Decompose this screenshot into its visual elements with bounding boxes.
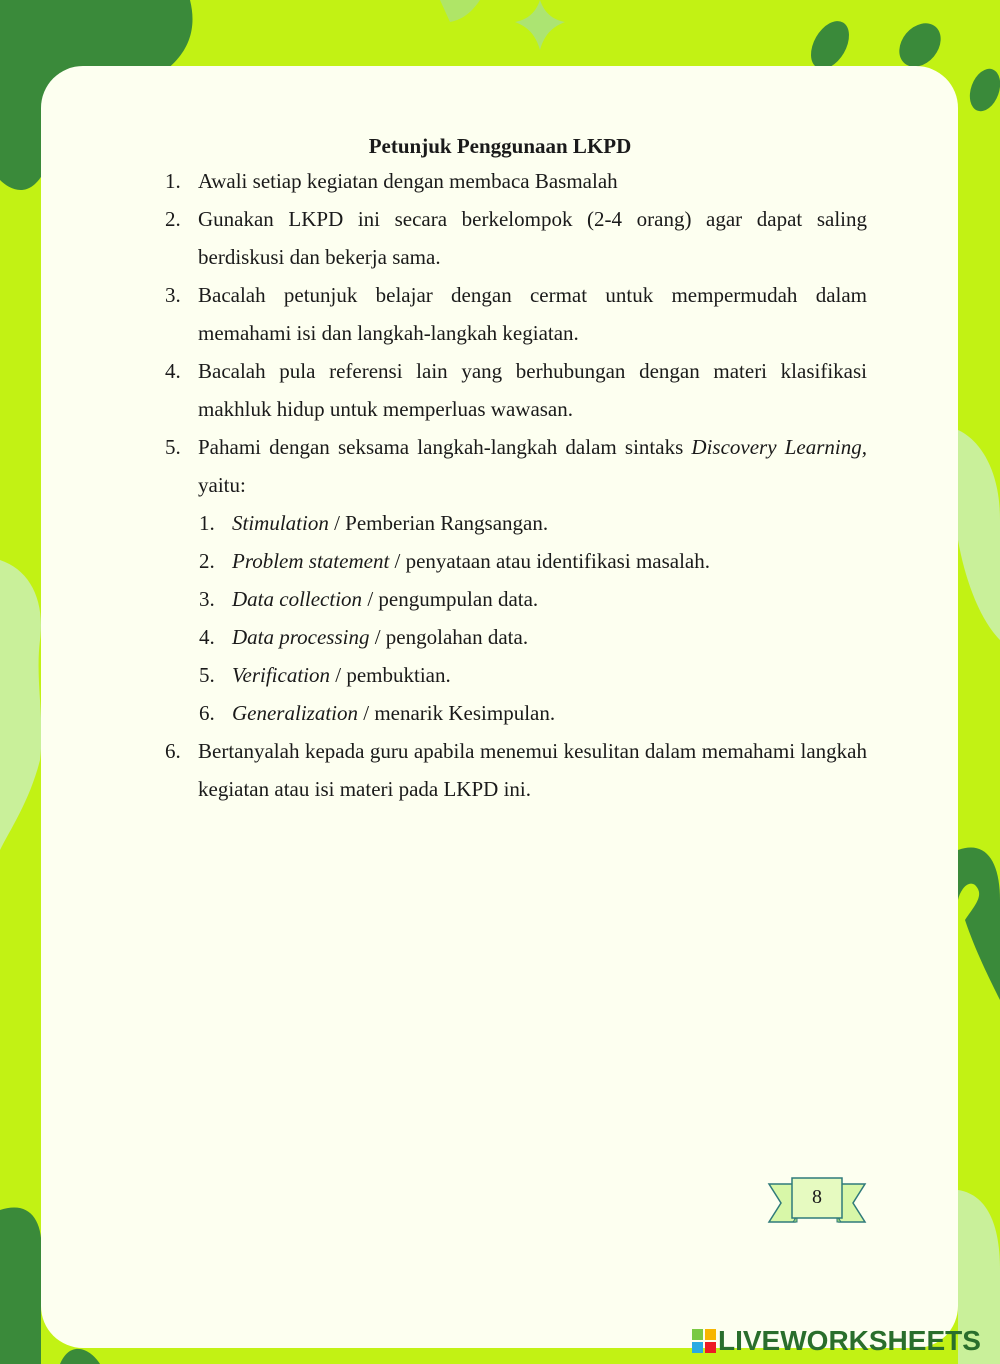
sub-list-item <box>165 656 867 694</box>
instruction-list <box>165 162 867 808</box>
page-title: Petunjuk Penggunaan LKPD <box>368 134 632 158</box>
step-desc: / pembuktian. <box>330 663 451 687</box>
step-desc: / menarik Kesimpulan. <box>358 701 556 725</box>
item-number: 2. <box>165 207 181 231</box>
list-item <box>165 732 867 808</box>
item-text: Bacalah pula referensi lain yang berhubungan dengan materi klasifikasi makhluk hidup untuk memperluas wawasan. <box>198 359 867 421</box>
sub-list-item <box>165 504 867 542</box>
item-text-after: yaitu: <box>198 473 246 497</box>
list-item <box>165 352 867 428</box>
item-text: Bacalah petunjuk belajar dengan cermat untuk mempermudah dalam memahami isi dan langkah-langkah kegiatan. <box>198 283 867 345</box>
item-text-before: Pahami dengan seksama langkah-langkah dalam sintaks <box>198 435 692 459</box>
item-number: 1. <box>165 169 181 193</box>
step-term: Problem statement <box>232 549 390 573</box>
step-term: Verification <box>232 663 330 687</box>
step-term: Data processing <box>232 625 370 649</box>
list-item <box>165 428 867 504</box>
liveworksheets-logo-icon <box>692 1329 716 1353</box>
item-number: 5. <box>165 435 181 459</box>
item-text: Bertanyalah kepada guru apabila menemui kesulitan dalam memahami langkah kegiatan atau isi materi pada LKPD ini. <box>198 739 867 801</box>
list-item <box>165 162 867 200</box>
step-desc: / penyataan atau identifikasi masalah. <box>389 549 710 573</box>
step-desc: / Pemberian Rangsangan. <box>328 511 549 535</box>
step-term: Data collection <box>232 587 363 611</box>
sub-list-item <box>165 618 867 656</box>
step-term: Stimulation <box>232 511 329 535</box>
item-number: 6. <box>165 739 181 763</box>
sub-list-item <box>165 580 867 618</box>
item-text: Awali setiap kegiatan dengan membaca Basmalah <box>198 169 618 193</box>
sub-list-item <box>165 542 867 580</box>
sub-item-number: 3. <box>199 587 215 611</box>
item-number: 4. <box>165 359 181 383</box>
item-text-italic: Discovery Learning, <box>691 435 867 459</box>
sub-item-number: 1. <box>199 511 215 535</box>
list-item <box>165 200 867 276</box>
item-number: 3. <box>165 283 181 307</box>
sub-item-number: 4. <box>199 625 215 649</box>
item-text <box>198 428 867 504</box>
logo-text: LIVEWORKSHEETS <box>718 1325 981 1356</box>
page-number: 8 <box>812 1186 822 1208</box>
item-text: Gunakan LKPD ini secara berkelompok (2-4 orang) agar dapat saling berdiskusi dan bekerja sama. <box>198 207 867 269</box>
liveworksheets-logo <box>692 1324 981 1358</box>
step-desc: / pengolahan data. <box>369 625 529 649</box>
step-term: Generalization <box>232 701 358 725</box>
sub-item-number: 2. <box>199 549 215 573</box>
step-desc: / pengumpulan data. <box>362 587 539 611</box>
sub-list-item <box>165 694 867 732</box>
list-item <box>165 276 867 352</box>
sub-item-number: 6. <box>199 701 215 725</box>
sub-item-number: 5. <box>199 663 215 687</box>
